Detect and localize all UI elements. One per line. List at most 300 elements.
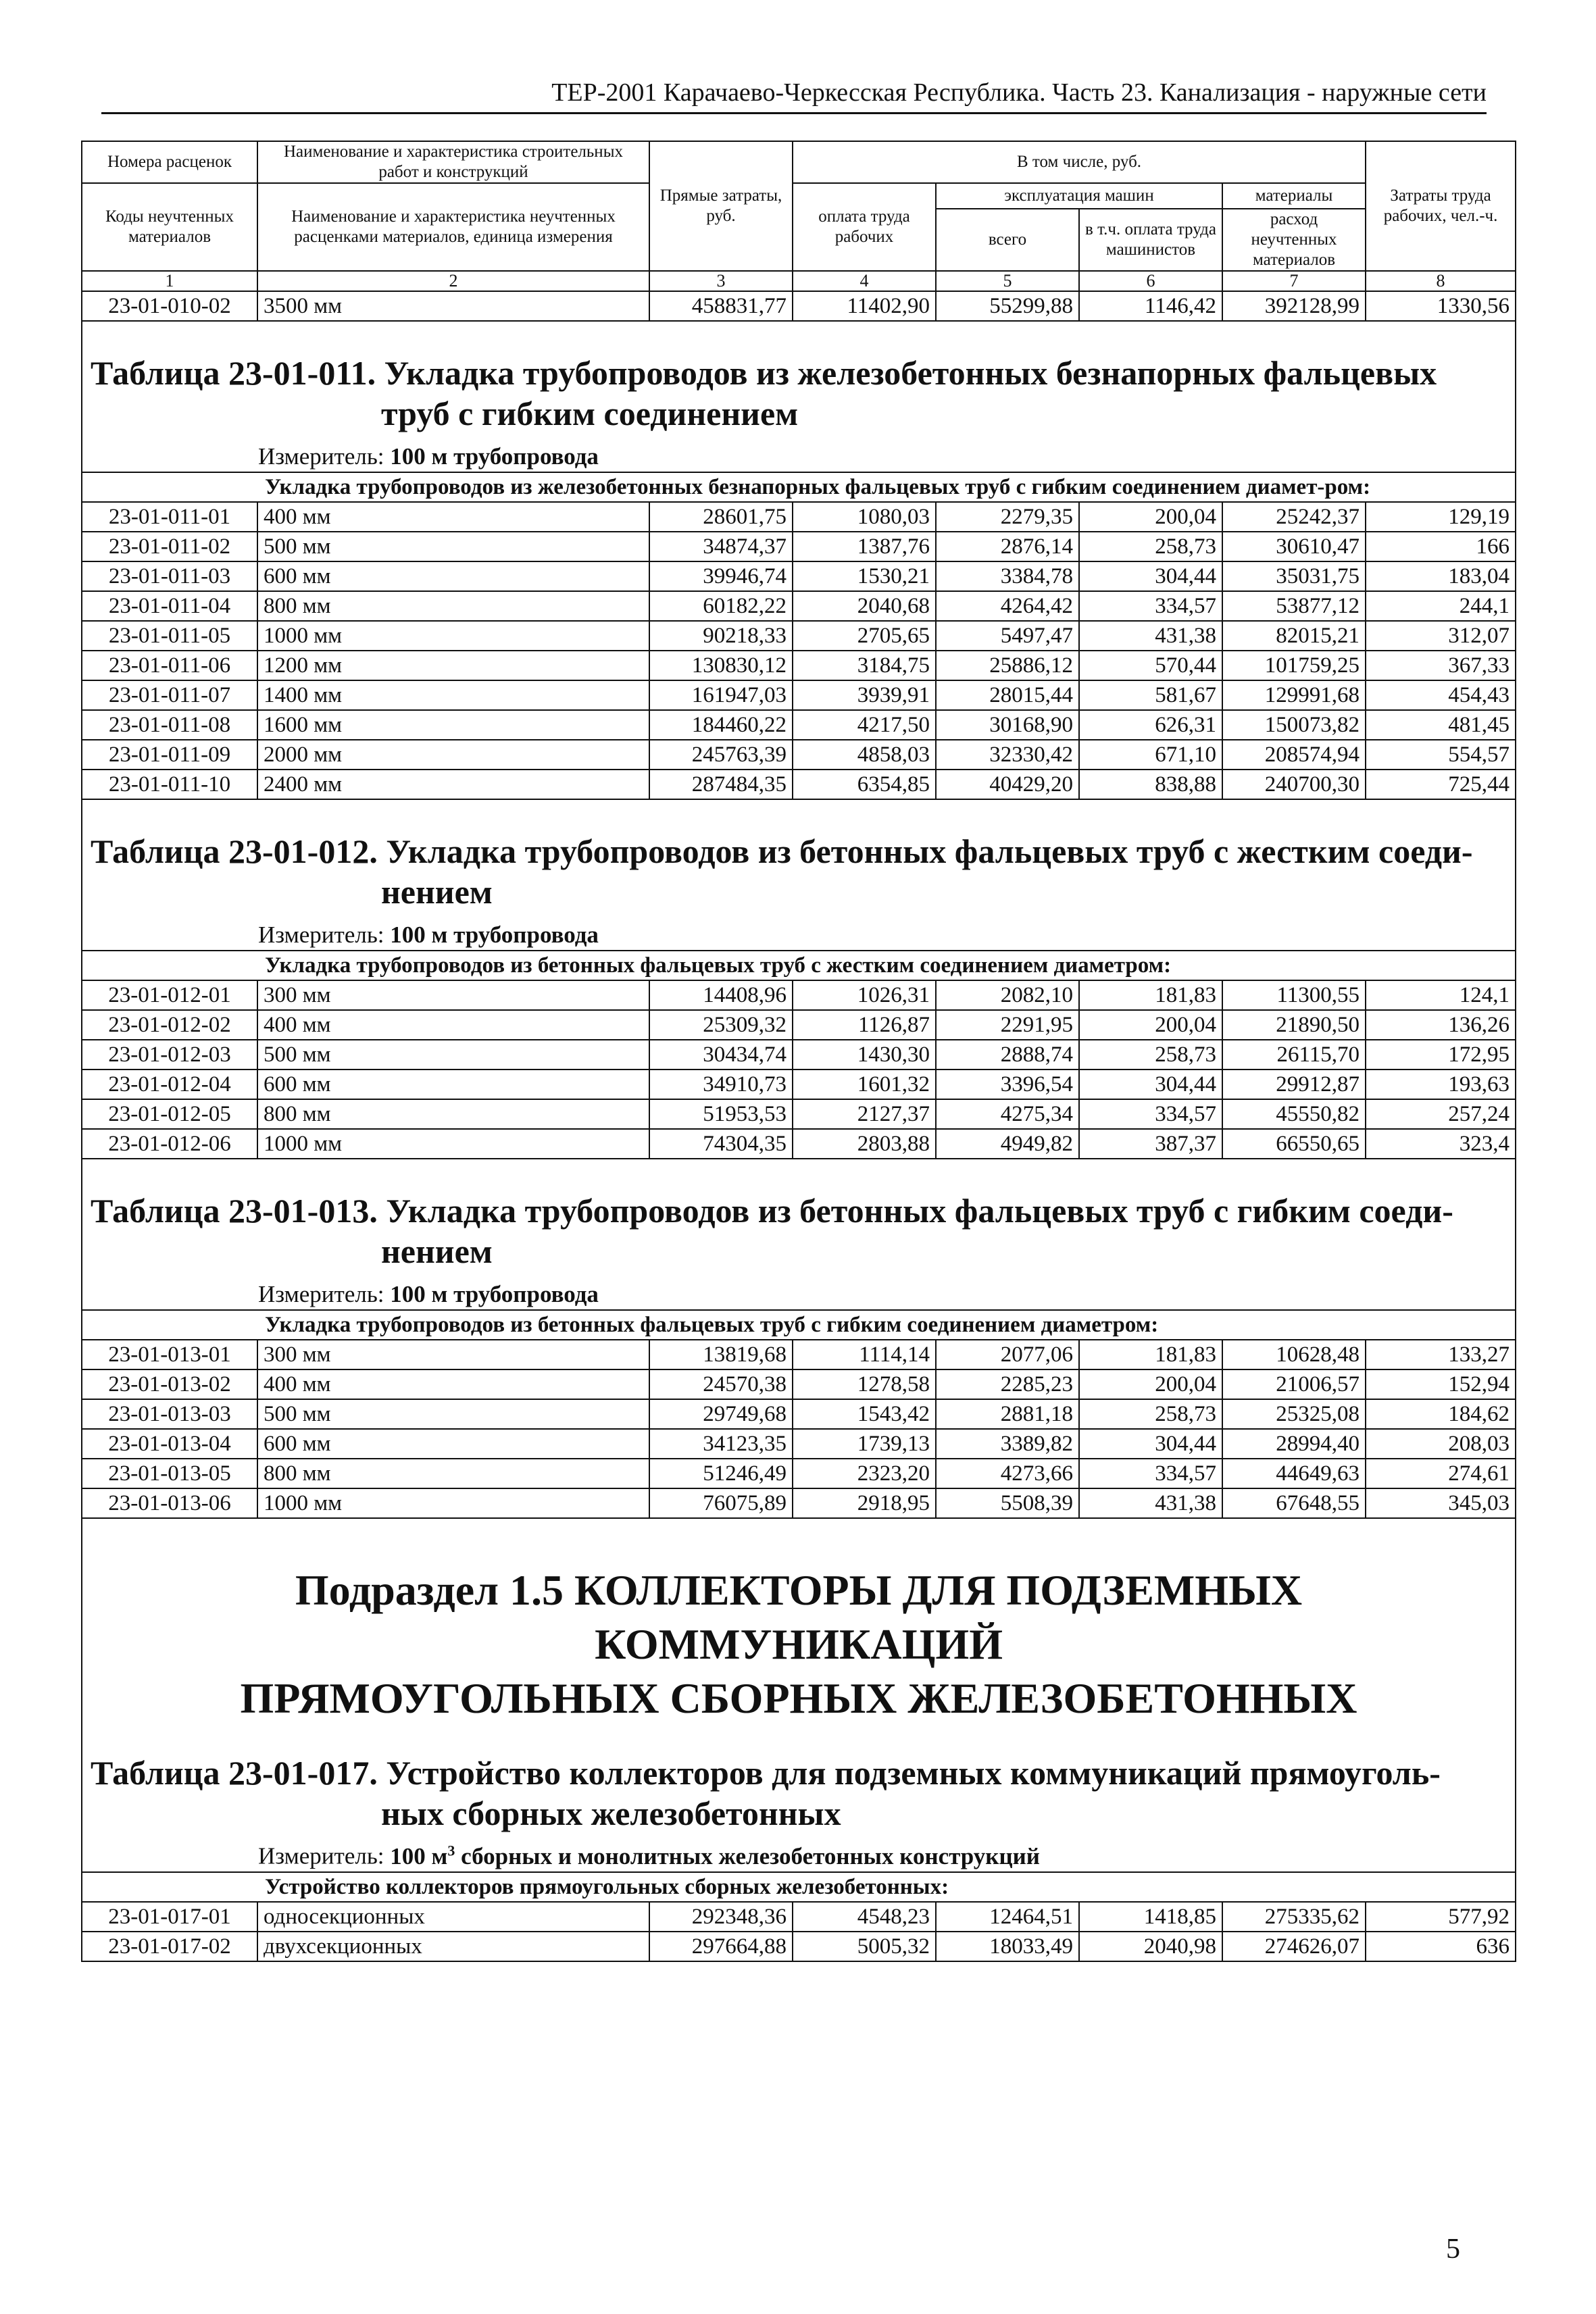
table-body xyxy=(82,291,1516,1961)
worker-pay: 4217,50 xyxy=(793,710,936,740)
measure-line-row xyxy=(82,1834,1516,1872)
machinist-pay: 304,44 xyxy=(1079,1070,1222,1099)
measure-line xyxy=(82,1272,1516,1310)
rate-code: 23-01-011-03 xyxy=(82,561,257,591)
machinist-pay: 2040,98 xyxy=(1079,1932,1222,1961)
subsection-title xyxy=(82,1550,1516,1753)
machinist-pay: 334,57 xyxy=(1079,591,1222,621)
header-material-names: Наименование и характеристика неучтенных расценками материалов, единица измерения xyxy=(257,183,649,271)
table-title xyxy=(82,1753,1516,1834)
measure-line-row xyxy=(82,1272,1516,1310)
worker-pay: 4858,03 xyxy=(793,740,936,770)
measure-unit-power: 3 xyxy=(447,1842,455,1859)
machines-total: 40429,20 xyxy=(936,770,1079,799)
measure-value-post: сборных и монолитных железобетонных конструкций xyxy=(461,1843,1040,1869)
rate-code: 23-01-012-03 xyxy=(82,1040,257,1070)
rate-name: 500 мм xyxy=(257,1399,649,1429)
group-heading-row xyxy=(82,472,1516,502)
machinist-pay: 626,31 xyxy=(1079,710,1222,740)
header-machines-total: всего xyxy=(936,209,1079,271)
worker-pay: 2127,37 xyxy=(793,1099,936,1129)
rate-name: 400 мм xyxy=(257,1010,649,1040)
rate-code: 23-01-012-05 xyxy=(82,1099,257,1129)
header-unaccounted-materials: расход неучтенных материалов xyxy=(1222,209,1366,271)
rate-name: 2000 мм xyxy=(257,740,649,770)
machines-total: 2285,23 xyxy=(936,1369,1079,1399)
rate-name: 1400 мм xyxy=(257,680,649,710)
machines-total: 2279,35 xyxy=(936,502,1079,532)
rate-name: 300 мм xyxy=(257,1340,649,1369)
rate-name: 400 мм xyxy=(257,1369,649,1399)
column-number: 1 xyxy=(82,271,257,291)
machines-total: 4949,82 xyxy=(936,1129,1079,1159)
rate-code: 23-01-011-06 xyxy=(82,651,257,680)
measure-line-row xyxy=(82,434,1516,472)
worker-pay: 2323,20 xyxy=(793,1459,936,1488)
unaccounted-materials: 67648,55 xyxy=(1222,1488,1366,1518)
direct-costs: 13819,68 xyxy=(649,1340,793,1369)
unaccounted-materials: 21890,50 xyxy=(1222,1010,1366,1040)
unaccounted-materials: 45550,82 xyxy=(1222,1099,1366,1129)
machinist-pay: 431,38 xyxy=(1079,1488,1222,1518)
machines-total: 25886,12 xyxy=(936,651,1079,680)
table-row xyxy=(82,980,1516,1010)
table-row xyxy=(82,651,1516,680)
column-number: 8 xyxy=(1366,271,1516,291)
worker-pay: 1026,31 xyxy=(793,980,936,1010)
rate-name: 1600 мм xyxy=(257,710,649,740)
machinist-pay: 1146,42 xyxy=(1079,291,1222,321)
labor-hours: 129,19 xyxy=(1366,502,1516,532)
unaccounted-materials: 11300,55 xyxy=(1222,980,1366,1010)
table-title-line: нением xyxy=(381,873,493,911)
labor-hours: 1330,56 xyxy=(1366,291,1516,321)
column-number: 6 xyxy=(1079,271,1222,291)
rate-name: 1000 мм xyxy=(257,1129,649,1159)
group-heading: Укладка трубопроводов из бетонных фальцевых труб с гибким соединением диаметром: xyxy=(82,1310,1516,1340)
rate-name: 600 мм xyxy=(257,1070,649,1099)
header-work-name: Наименование и характеристика строительных работ и конструкций xyxy=(257,141,649,183)
rate-code: 23-01-011-02 xyxy=(82,532,257,561)
machinist-pay: 181,83 xyxy=(1079,980,1222,1010)
machinist-pay: 387,37 xyxy=(1079,1129,1222,1159)
direct-costs: 51246,49 xyxy=(649,1459,793,1488)
rates-table xyxy=(81,141,1516,1962)
column-number: 7 xyxy=(1222,271,1366,291)
rate-code: 23-01-011-07 xyxy=(82,680,257,710)
direct-costs: 245763,39 xyxy=(649,740,793,770)
worker-pay: 3939,91 xyxy=(793,680,936,710)
table-title xyxy=(82,831,1516,912)
unaccounted-materials: 208574,94 xyxy=(1222,740,1366,770)
measure-value: 100 м трубопровода xyxy=(390,922,599,948)
unaccounted-materials: 25242,37 xyxy=(1222,502,1366,532)
direct-costs: 30434,74 xyxy=(649,1040,793,1070)
worker-pay: 1530,21 xyxy=(793,561,936,591)
measure-value: 100 м трубопровода xyxy=(390,1281,599,1307)
table-title-line: ных сборных железобетонных xyxy=(381,1794,841,1832)
rate-name: 1000 мм xyxy=(257,1488,649,1518)
unaccounted-materials: 21006,57 xyxy=(1222,1369,1366,1399)
machinist-pay: 570,44 xyxy=(1079,651,1222,680)
direct-costs: 34874,37 xyxy=(649,532,793,561)
labor-hours: 244,1 xyxy=(1366,591,1516,621)
labor-hours: 257,24 xyxy=(1366,1099,1516,1129)
unaccounted-materials: 274626,07 xyxy=(1222,1932,1366,1961)
machines-total: 2876,14 xyxy=(936,532,1079,561)
table-row xyxy=(82,1099,1516,1129)
measure-label: Измеритель: xyxy=(258,1281,384,1307)
unaccounted-materials: 35031,75 xyxy=(1222,561,1366,591)
worker-pay: 1126,87 xyxy=(793,1010,936,1040)
direct-costs: 161947,03 xyxy=(649,680,793,710)
worker-pay: 1543,42 xyxy=(793,1399,936,1429)
machinist-pay: 200,04 xyxy=(1079,1369,1222,1399)
direct-costs: 458831,77 xyxy=(649,291,793,321)
direct-costs: 51953,53 xyxy=(649,1099,793,1129)
table-row xyxy=(82,1902,1516,1932)
table-title-line: труб с гибким соединением xyxy=(381,395,799,432)
spacer-row xyxy=(82,321,1516,353)
direct-costs: 60182,22 xyxy=(649,591,793,621)
direct-costs: 29749,68 xyxy=(649,1399,793,1429)
direct-costs: 25309,32 xyxy=(649,1010,793,1040)
worker-pay: 2040,68 xyxy=(793,591,936,621)
direct-costs: 130830,12 xyxy=(649,651,793,680)
machines-total: 2881,18 xyxy=(936,1399,1079,1429)
machinist-pay: 200,04 xyxy=(1079,1010,1222,1040)
machines-total: 3389,82 xyxy=(936,1429,1079,1459)
subsection-title-row xyxy=(82,1550,1516,1753)
machines-total: 4275,34 xyxy=(936,1099,1079,1129)
unaccounted-materials: 275335,62 xyxy=(1222,1902,1366,1932)
labor-hours: 481,45 xyxy=(1366,710,1516,740)
direct-costs: 287484,35 xyxy=(649,770,793,799)
machinist-pay: 581,67 xyxy=(1079,680,1222,710)
rate-code: 23-01-012-06 xyxy=(82,1129,257,1159)
header-materials: материалы xyxy=(1222,183,1366,209)
machinist-pay: 431,38 xyxy=(1079,621,1222,651)
header-direct-costs: Прямые затраты, руб. xyxy=(649,141,793,271)
subsection-title-line: Подраздел 1.5 КОЛЛЕКТОРЫ ДЛЯ ПОДЗЕМНЫХ КОММУНИКАЦИЙ xyxy=(295,1566,1303,1668)
group-heading-row xyxy=(82,1310,1516,1340)
table-row xyxy=(82,1459,1516,1488)
unaccounted-materials: 28994,40 xyxy=(1222,1429,1366,1459)
table-row xyxy=(82,1010,1516,1040)
direct-costs: 297664,88 xyxy=(649,1932,793,1961)
table-row xyxy=(82,1429,1516,1459)
spacer-row xyxy=(82,799,1516,831)
direct-costs: 14408,96 xyxy=(649,980,793,1010)
machines-total: 30168,90 xyxy=(936,710,1079,740)
machines-total: 2082,10 xyxy=(936,980,1079,1010)
column-number: 5 xyxy=(936,271,1079,291)
machinist-pay: 258,73 xyxy=(1079,1040,1222,1070)
rate-name: 1200 мм xyxy=(257,651,649,680)
worker-pay: 4548,23 xyxy=(793,1902,936,1932)
labor-hours: 193,63 xyxy=(1366,1070,1516,1099)
rate-name: 2400 мм xyxy=(257,770,649,799)
worker-pay: 5005,32 xyxy=(793,1932,936,1961)
header-including: В том числе, руб. xyxy=(793,141,1366,183)
machines-total: 55299,88 xyxy=(936,291,1079,321)
machinist-pay: 181,83 xyxy=(1079,1340,1222,1369)
direct-costs: 184460,22 xyxy=(649,710,793,740)
unaccounted-materials: 25325,08 xyxy=(1222,1399,1366,1429)
table-row xyxy=(82,740,1516,770)
unaccounted-materials: 44649,63 xyxy=(1222,1459,1366,1488)
table-row xyxy=(82,770,1516,799)
table-row xyxy=(82,591,1516,621)
unaccounted-materials: 10628,48 xyxy=(1222,1340,1366,1369)
machinist-pay: 304,44 xyxy=(1079,1429,1222,1459)
labor-hours: 725,44 xyxy=(1366,770,1516,799)
machinist-pay: 258,73 xyxy=(1079,1399,1222,1429)
table-row xyxy=(82,680,1516,710)
spacer-row xyxy=(82,1518,1516,1550)
rate-code: 23-01-011-01 xyxy=(82,502,257,532)
labor-hours: 454,43 xyxy=(1366,680,1516,710)
table-row xyxy=(82,1932,1516,1961)
table-row xyxy=(82,1129,1516,1159)
unaccounted-materials: 240700,30 xyxy=(1222,770,1366,799)
rate-name: 800 мм xyxy=(257,1099,649,1129)
machinist-pay: 838,88 xyxy=(1079,770,1222,799)
direct-costs: 24570,38 xyxy=(649,1369,793,1399)
rate-name: 800 мм xyxy=(257,1459,649,1488)
running-header: ТЕР-2001 Карачаево-Черкесская Республика. Часть 23. Канализация - наружные сети xyxy=(101,76,1487,114)
labor-hours: 636 xyxy=(1366,1932,1516,1961)
worker-pay: 1387,76 xyxy=(793,532,936,561)
rate-name: 600 мм xyxy=(257,1429,649,1459)
rate-name: 800 мм xyxy=(257,591,649,621)
direct-costs: 292348,36 xyxy=(649,1902,793,1932)
table-title-row xyxy=(82,1190,1516,1272)
rate-code: 23-01-010-02 xyxy=(82,291,257,321)
rate-code: 23-01-013-04 xyxy=(82,1429,257,1459)
measure-line-row xyxy=(82,912,1516,951)
direct-costs: 76075,89 xyxy=(649,1488,793,1518)
table-row xyxy=(82,1369,1516,1399)
labor-hours: 133,27 xyxy=(1366,1340,1516,1369)
worker-pay: 1114,14 xyxy=(793,1340,936,1369)
direct-costs: 34910,73 xyxy=(649,1070,793,1099)
column-number: 4 xyxy=(793,271,936,291)
table-title-line: Таблица 23-01-013. Укладка трубопроводов из бетонных фальцевых труб с гибким соеди- xyxy=(91,1192,1453,1230)
subsection-title-line: ПРЯМОУГОЛЬНЫХ СБОРНЫХ ЖЕЛЕЗОБЕТОННЫХ xyxy=(240,1674,1357,1722)
rate-code: 23-01-011-10 xyxy=(82,770,257,799)
rate-name: односекционных xyxy=(257,1902,649,1932)
labor-hours: 554,57 xyxy=(1366,740,1516,770)
machinist-pay: 258,73 xyxy=(1079,532,1222,561)
machines-total: 2888,74 xyxy=(936,1040,1079,1070)
machines-total: 18033,49 xyxy=(936,1932,1079,1961)
column-numbers-row xyxy=(82,271,1516,291)
labor-hours: 208,03 xyxy=(1366,1429,1516,1459)
rate-code: 23-01-017-02 xyxy=(82,1932,257,1961)
direct-costs: 34123,35 xyxy=(649,1429,793,1459)
worker-pay: 2705,65 xyxy=(793,621,936,651)
direct-costs: 74304,35 xyxy=(649,1129,793,1159)
table-row xyxy=(82,291,1516,321)
table-title-row xyxy=(82,831,1516,912)
table-row xyxy=(82,561,1516,591)
table-title-line: нением xyxy=(381,1232,493,1270)
unaccounted-materials: 26115,70 xyxy=(1222,1040,1366,1070)
labor-hours: 345,03 xyxy=(1366,1488,1516,1518)
table-row xyxy=(82,1040,1516,1070)
group-heading: Устройство коллекторов прямоугольных сборных железобетонных: xyxy=(82,1872,1516,1902)
rate-name: 400 мм xyxy=(257,502,649,532)
labor-hours: 152,94 xyxy=(1366,1369,1516,1399)
measure-value xyxy=(390,1843,1040,1869)
header-material-codes: Коды неучтенных материалов xyxy=(82,183,257,271)
rate-code: 23-01-012-02 xyxy=(82,1010,257,1040)
machines-total: 12464,51 xyxy=(936,1902,1079,1932)
measure-line xyxy=(82,434,1516,472)
rate-name: 3500 мм xyxy=(257,291,649,321)
rate-name: 500 мм xyxy=(257,532,649,561)
rate-code: 23-01-011-04 xyxy=(82,591,257,621)
unaccounted-materials: 30610,47 xyxy=(1222,532,1366,561)
rate-code: 23-01-013-06 xyxy=(82,1488,257,1518)
labor-hours: 367,33 xyxy=(1366,651,1516,680)
worker-pay: 2918,95 xyxy=(793,1488,936,1518)
table-row xyxy=(82,1399,1516,1429)
labor-hours: 172,95 xyxy=(1366,1040,1516,1070)
table-row xyxy=(82,502,1516,532)
header-worker-pay: оплата труда рабочих xyxy=(793,183,936,271)
rate-code: 23-01-017-01 xyxy=(82,1902,257,1932)
page-number: 5 xyxy=(1446,2234,1460,2265)
table-row xyxy=(82,1340,1516,1369)
unaccounted-materials: 392128,99 xyxy=(1222,291,1366,321)
rate-name: 300 мм xyxy=(257,980,649,1010)
table-row xyxy=(82,1070,1516,1099)
group-heading-row xyxy=(82,951,1516,980)
measure-value-pre: 100 м xyxy=(390,1843,448,1869)
rate-code: 23-01-013-02 xyxy=(82,1369,257,1399)
machines-total: 5508,39 xyxy=(936,1488,1079,1518)
machines-total: 4264,42 xyxy=(936,591,1079,621)
rate-name: двухсекционных xyxy=(257,1932,649,1961)
table-row xyxy=(82,1488,1516,1518)
labor-hours: 312,07 xyxy=(1366,621,1516,651)
labor-hours: 166 xyxy=(1366,532,1516,561)
table-title-row xyxy=(82,1753,1516,1834)
rate-code: 23-01-013-01 xyxy=(82,1340,257,1369)
column-number: 3 xyxy=(649,271,793,291)
machinist-pay: 334,57 xyxy=(1079,1459,1222,1488)
table-row xyxy=(82,710,1516,740)
worker-pay: 1430,30 xyxy=(793,1040,936,1070)
labor-hours: 577,92 xyxy=(1366,1902,1516,1932)
group-heading-row xyxy=(82,1872,1516,1902)
rate-code: 23-01-012-01 xyxy=(82,980,257,1010)
header-labor-hours: Затраты труда рабочих, чел.-ч. xyxy=(1366,141,1516,271)
unaccounted-materials: 150073,82 xyxy=(1222,710,1366,740)
machinist-pay: 671,10 xyxy=(1079,740,1222,770)
machines-total: 2291,95 xyxy=(936,1010,1079,1040)
table-title-row xyxy=(82,353,1516,434)
rate-name: 500 мм xyxy=(257,1040,649,1070)
worker-pay: 1278,58 xyxy=(793,1369,936,1399)
table-row xyxy=(82,532,1516,561)
spacer xyxy=(82,321,1516,353)
rate-code: 23-01-012-04 xyxy=(82,1070,257,1099)
worker-pay: 1739,13 xyxy=(793,1429,936,1459)
spacer-row xyxy=(82,1159,1516,1190)
column-number: 2 xyxy=(257,271,649,291)
machines-total: 3396,54 xyxy=(936,1070,1079,1099)
measure-label: Измеритель: xyxy=(258,1843,384,1869)
labor-hours: 136,26 xyxy=(1366,1010,1516,1040)
labor-hours: 184,62 xyxy=(1366,1399,1516,1429)
group-heading: Укладка трубопроводов из железобетонных безнапорных фальцевых труб с гибким соединением диамет-ром: xyxy=(82,472,1516,502)
machines-total: 2077,06 xyxy=(936,1340,1079,1369)
rate-code: 23-01-013-05 xyxy=(82,1459,257,1488)
worker-pay: 11402,90 xyxy=(793,291,936,321)
machines-total: 5497,47 xyxy=(936,621,1079,651)
header-rate-numbers: Номера расценок xyxy=(82,141,257,183)
rate-code: 23-01-011-09 xyxy=(82,740,257,770)
labor-hours: 274,61 xyxy=(1366,1459,1516,1488)
unaccounted-materials: 129991,68 xyxy=(1222,680,1366,710)
machines-total: 4273,66 xyxy=(936,1459,1079,1488)
measure-line xyxy=(82,1834,1516,1872)
table-title-line: Таблица 23-01-017. Устройство коллекторов для подземных коммуникаций прямоуголь- xyxy=(91,1754,1441,1792)
labor-hours: 124,1 xyxy=(1366,980,1516,1010)
direct-costs: 28601,75 xyxy=(649,502,793,532)
unaccounted-materials: 53877,12 xyxy=(1222,591,1366,621)
table-title-line: Таблица 23-01-011. Укладка трубопроводов из железобетонных безнапорных фальцевых xyxy=(91,354,1437,392)
rate-code: 23-01-013-03 xyxy=(82,1399,257,1429)
machinist-pay: 304,44 xyxy=(1079,561,1222,591)
rate-code: 23-01-011-08 xyxy=(82,710,257,740)
machines-total: 32330,42 xyxy=(936,740,1079,770)
unaccounted-materials: 66550,65 xyxy=(1222,1129,1366,1159)
unaccounted-materials: 101759,25 xyxy=(1222,651,1366,680)
rate-name: 1000 мм xyxy=(257,621,649,651)
machinist-pay: 1418,85 xyxy=(1079,1902,1222,1932)
table-title-line: Таблица 23-01-012. Укладка трубопроводов из бетонных фальцевых труб с жестким соеди- xyxy=(91,832,1473,870)
measure-value: 100 м трубопровода xyxy=(390,443,599,470)
worker-pay: 1601,32 xyxy=(793,1070,936,1099)
measure-line xyxy=(82,912,1516,951)
direct-costs: 39946,74 xyxy=(649,561,793,591)
worker-pay: 6354,85 xyxy=(793,770,936,799)
rate-name: 600 мм xyxy=(257,561,649,591)
machinist-pay: 334,57 xyxy=(1079,1099,1222,1129)
rate-code: 23-01-011-05 xyxy=(82,621,257,651)
header-machine-operation: эксплуатация машин xyxy=(936,183,1222,209)
table-row xyxy=(82,621,1516,651)
machines-total: 3384,78 xyxy=(936,561,1079,591)
header-machinist-pay: в т.ч. оплата труда машинистов xyxy=(1079,209,1222,271)
unaccounted-materials: 82015,21 xyxy=(1222,621,1366,651)
table-title xyxy=(82,353,1516,434)
labor-hours: 323,4 xyxy=(1366,1129,1516,1159)
worker-pay: 1080,03 xyxy=(793,502,936,532)
spacer xyxy=(82,1159,1516,1190)
machines-total: 28015,44 xyxy=(936,680,1079,710)
direct-costs: 90218,33 xyxy=(649,621,793,651)
measure-label: Измеритель: xyxy=(258,443,384,470)
table-title xyxy=(82,1190,1516,1272)
group-heading: Укладка трубопроводов из бетонных фальцевых труб с жестким соединением диаметром: xyxy=(82,951,1516,980)
machinist-pay: 200,04 xyxy=(1079,502,1222,532)
worker-pay: 3184,75 xyxy=(793,651,936,680)
